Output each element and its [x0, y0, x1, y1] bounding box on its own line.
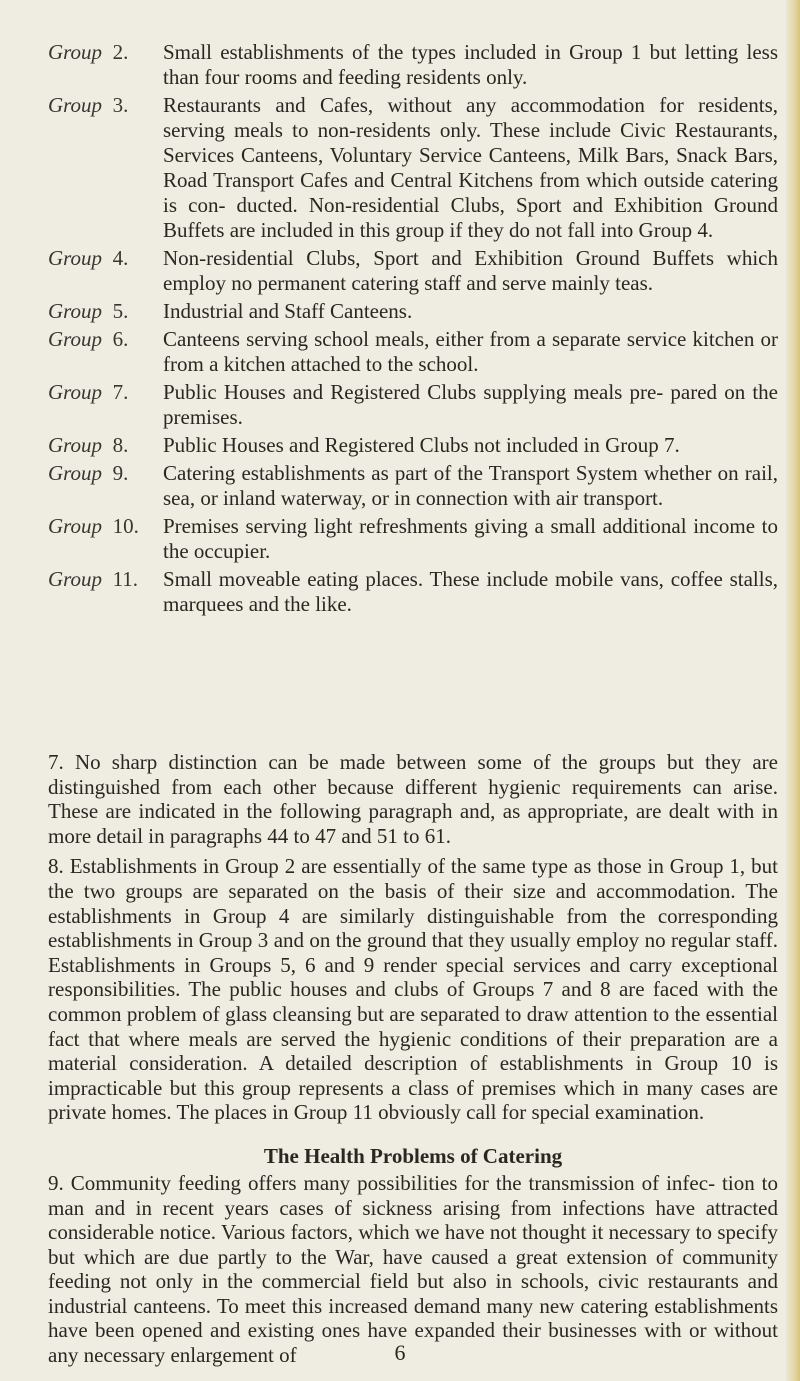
group-row [48, 380, 778, 430]
group-label: Group 6. [48, 327, 129, 351]
group-description: Public Houses and Registered Clubs supplying meals pre- pared on the premises. [163, 380, 778, 429]
group-label: Group 10. [48, 514, 139, 538]
group-description: Canteens serving school meals, either from a separate service kitchen or from a kitchen attached to the school. [163, 327, 778, 376]
paragraph-8: 8. Establishments in Group 2 are essentially of the same type as those in Group 1, but the two groups are separated on the basis of their size and accommodation. The establishments in Group 4 are similarly distinguishable from the corresponding establishments in Group 3 and on the ground that they usually employ no regular staff. Establishments in Groups 5, 6 and 9 render special services and carry exceptional responsibilities. The public houses and clubs of Groups 7 and 8 are faced with the common problem of glass cleansing but are separated to draw attention to the essential fact that where meals are served the hygienic conditions of their preparation are a material consideration. A detailed description of establishments in Group 10 is impracticable but this group represents a class of premises which in many cases are private homes. The places in Group 11 obviously call for special examination. [48, 854, 778, 1125]
group-label: Group 4. [48, 246, 129, 270]
body-text [48, 750, 778, 1374]
group-label: Group 7. [48, 380, 129, 404]
page-number: 6 [394, 1340, 406, 1365]
group-row [48, 93, 778, 243]
group-description: Non-residential Clubs, Sport and Exhibition Ground Buffets which employ no permanent catering staff and serve mainly teas. [163, 246, 778, 295]
group-description: Premises serving light refreshments giving a small additional income to the occupier. [163, 514, 778, 563]
group-label: Group 8. [48, 433, 129, 457]
group-list [48, 40, 778, 617]
group-label: Group 9. [48, 461, 129, 485]
group-description: Industrial and Staff Canteens. [163, 299, 413, 323]
paragraph-9: 9. Community feeding offers many possibilities for the transmission of infec- tion to man and in recent years cases of sickness arising from infections have attracted considerable notice. Various factors, which we have not thought it necessary to specify but which are due partly to the War, have caused a great extension of community feeding not only in the commercial field but also in schools, civic restaurants and industrial canteens. To meet this increased demand many new catering establishments have been opened and existing ones have expanded their businesses with or without any necessary enlargement of [48, 1170, 778, 1368]
group-row [48, 461, 778, 511]
group-row [48, 567, 778, 617]
paragraph-7: 7. No sharp distinction can be made between some of the groups but they are distinguished from each other because different hygienic requirements can arise. These are indicated in the following paragraph and, as appropriate, are dealt with in more detail in paragraphs 44 to 47 and 51 to 61. [48, 750, 778, 848]
group-row [48, 246, 778, 296]
section-heading: The Health Problems of Catering [263, 1143, 563, 1168]
group-row [48, 514, 778, 564]
group-row [48, 327, 778, 377]
group-row [48, 433, 778, 458]
group-label: Group 5. [48, 299, 129, 323]
group-label: Group 2. [48, 40, 129, 64]
page-edge [786, 0, 800, 1381]
group-description: Small moveable eating places. These include mobile vans, coffee stalls, marquees and the like. [163, 567, 778, 616]
group-label: Group 3. [48, 93, 129, 117]
group-description: Catering establishments as part of the Transport System whether on rail, sea, or inland waterway, or in connection with air transport. [163, 461, 778, 510]
group-description: Restaurants and Cafes, without any accommodation for residents, serving meals to non-residents only. These include Civic Restaurants, Services Canteens, Voluntary Service Canteens, Milk Bars, Snack Bars, Road Transport Cafes and Central Kitchens from which outside catering is con- ducted. Non-residential Clubs, Sport and Exhibition Ground Buffets are included in this group if they do not fall into Group 4. [163, 93, 778, 242]
group-row [48, 299, 778, 324]
group-label: Group 11. [48, 567, 139, 591]
group-row [48, 40, 778, 90]
group-description: Small establishments of the types included in Group 1 but letting less than four rooms and feeding residents only. [163, 40, 778, 89]
group-description: Public Houses and Registered Clubs not included in Group 7. [163, 433, 680, 457]
